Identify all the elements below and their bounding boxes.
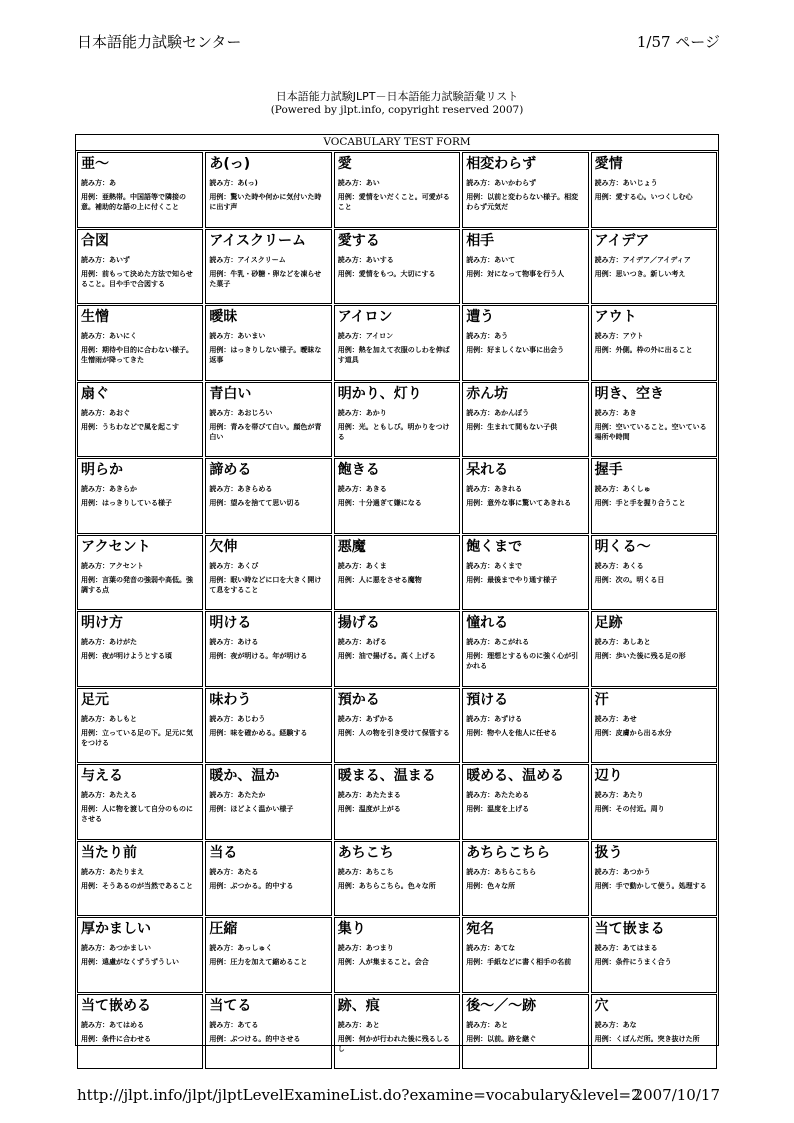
vocab-card	[334, 535, 460, 611]
vocab-reading: 読み方：あと	[337, 1020, 380, 1029]
vocab-card	[334, 688, 460, 764]
vocab-usage: 用例：望みを捨てて思い切る	[209, 499, 301, 507]
vocab-reading: 読み方：あたたか	[209, 791, 266, 799]
vocab-reading: 読み方：あっしゅく	[209, 944, 273, 952]
vocab-reading: 読み方：あちらこちら	[466, 867, 537, 876]
vocab-word: 穴	[594, 997, 609, 1014]
vocab-reading: 読み方：あたりまえ	[81, 867, 144, 876]
vocab-reading: 読み方：アイデア／アイディア	[594, 255, 691, 264]
vocab-usage: 用例：ぶつける。的中させる	[209, 1034, 301, 1043]
vocab-usage: 用例：夜が明ける。年が明ける	[209, 652, 308, 660]
vocab-usage: 用例：何かが行われた後に残るしるし	[337, 1034, 450, 1053]
vocab-card	[591, 382, 717, 458]
vocab-card	[205, 917, 331, 993]
vocab-card	[462, 611, 588, 687]
vocab-usage: 用例：理想とするものに強く心が引かれる	[466, 652, 579, 670]
vocab-card	[591, 535, 717, 611]
vocab-usage: 用例：そうあるのが当然であること	[81, 881, 193, 890]
vocab-reading: 読み方：アクセント	[81, 561, 144, 570]
vocab-usage: 用例：温度が上がる	[337, 805, 401, 813]
vocab-reading: 読み方：あてる	[209, 1020, 259, 1029]
vocab-card	[77, 305, 203, 381]
vocab-word: 亜～	[81, 156, 109, 172]
vocab-usage: 用例：光。ともしび。明かりをつける	[337, 422, 450, 441]
vocab-usage: 用例：手と手を握り合うこと	[594, 499, 686, 507]
vocab-usage: 用例：その付近。周り	[594, 805, 665, 813]
vocab-word: あちこち	[337, 844, 394, 861]
vocab-reading: 読み方：あくしゅ	[594, 485, 651, 493]
vocab-usage: 用例：人の物を引き受けて保管する	[337, 728, 450, 737]
vocab-reading: 読み方：あいず	[81, 255, 130, 264]
vocab-reading: 読み方：あいする	[337, 255, 394, 264]
vocab-reading: 読み方：あずける	[466, 714, 523, 723]
vocab-usage: 用例：ぶつかる。的中する	[209, 881, 294, 890]
vocab-word: 握手	[594, 462, 623, 478]
vocab-word: 当て嵌める	[81, 997, 151, 1014]
vocab-usage: 用例：前もって決めた方法で知らせること。目や手で合図する	[81, 269, 193, 288]
vocab-reading: 読み方：あな	[594, 1020, 637, 1029]
vocab-reading: 読み方：あてはめる	[81, 1020, 144, 1029]
vocab-word: 飽きる	[337, 462, 380, 478]
vocab-reading: 読み方：あきらか	[81, 485, 137, 493]
vocab-reading: 読み方：アイスクリーム	[209, 255, 286, 264]
vocab-usage: 用例：人に物を渡して自分のものにさせる	[81, 805, 193, 823]
vocab-word: 生憎	[81, 309, 109, 325]
vocab-word: アイデア	[594, 232, 650, 249]
vocab-card	[205, 688, 331, 764]
vocab-usage: 用例：味を確かめる。経験する	[209, 728, 308, 737]
table-title: VOCABULARY TEST FORM	[76, 135, 718, 151]
vocab-word: アウト	[594, 309, 637, 325]
vocab-reading: 読み方：あくる	[594, 561, 644, 570]
vocab-word: 相手	[466, 232, 495, 249]
vocab-usage: 用例：生まれて間もない子供	[466, 422, 558, 431]
vocab-word: 飽くまで	[466, 538, 523, 555]
vocab-card	[462, 841, 588, 917]
vocab-word: 汗	[594, 691, 609, 708]
vocab-usage: 用例：以前と変わらない様子。相変わらず元気だ	[466, 193, 579, 211]
vocab-reading: 読み方：あたり	[594, 791, 644, 799]
vocab-word: 圧縮	[209, 921, 238, 937]
vocab-word: 遭う	[466, 309, 495, 325]
vocab-word: 愛情	[594, 156, 623, 172]
document-title: 日本語能力試験JLPT－日本語能力試験語彙リスト	[275, 90, 519, 103]
vocab-card	[334, 229, 460, 305]
vocab-word: 辺り	[594, 768, 623, 784]
vocab-word: 当たり前	[81, 844, 137, 861]
vocab-word: あちらこちら	[466, 844, 551, 861]
vocab-card	[77, 152, 203, 228]
vocab-word: あ(っ)	[209, 156, 251, 172]
vocab-usage: 用例：人に悪をさせる魔物	[337, 575, 422, 584]
vocab-card	[334, 152, 460, 228]
vocab-usage: 用例：遠慮がなくずうずうしい	[81, 958, 179, 966]
vocab-reading: 読み方：あいて	[466, 255, 516, 264]
vocab-card	[334, 382, 460, 458]
vocab-word: 預ける	[466, 691, 509, 708]
vocab-card	[462, 764, 588, 840]
vocab-usage: 用例：青みを帯びて白い。顔色が青白い	[209, 422, 322, 441]
vocab-reading: 読み方：あ	[81, 179, 116, 187]
vocab-card	[462, 305, 588, 381]
vocab-reading: 読み方：あてな	[466, 944, 516, 952]
vocab-reading: 読み方：あける	[209, 638, 259, 646]
vocab-word: 預かる	[337, 691, 380, 708]
vocab-word: 合図	[81, 232, 109, 249]
vocab-word: 曖昧	[209, 309, 238, 325]
vocab-usage: 用例：十分過ぎて嫌になる	[337, 499, 422, 507]
vocab-card	[334, 994, 460, 1070]
vocab-usage: 用例：条件に合わせる	[81, 1034, 151, 1043]
vocab-usage: 用例：以前。跡を継ぐ	[466, 1034, 537, 1043]
vocab-card	[591, 229, 717, 305]
vocab-reading: 読み方：あきる	[337, 485, 387, 493]
vocab-usage: 用例：外側。枠の外に出ること	[594, 346, 693, 354]
vocab-card	[77, 458, 203, 534]
vocab-word: 後～／～跡	[466, 997, 537, 1014]
vocab-card	[591, 152, 717, 228]
vocab-usage: 用例：物や人を他人に任せる	[466, 728, 558, 737]
vocab-word: 愛	[337, 156, 352, 172]
vocab-card	[77, 535, 203, 611]
vocab-reading: 読み方：あじわう	[209, 714, 266, 723]
vocab-reading: 読み方：あいまい	[209, 332, 266, 340]
vocab-usage: 用例：次の。明くる日	[594, 575, 665, 584]
vocab-usage: 用例：油で揚げる。高く上げる	[337, 652, 436, 660]
vocab-reading: 読み方：あくま	[337, 561, 387, 570]
vocab-reading: 読み方：あしあと	[594, 638, 651, 646]
source-url: http://jlpt.info/jlpt/jlptLevelExamineList.do?examine=vocabulary&level=2	[77, 1086, 641, 1104]
vocab-card	[205, 611, 331, 687]
vocab-card	[462, 152, 588, 228]
vocab-reading: 読み方：あいにく	[81, 332, 137, 340]
vocab-card	[205, 458, 331, 534]
vocab-reading: 読み方：あ(っ)	[209, 179, 258, 187]
vocab-reading: 読み方：あくまで	[466, 561, 523, 570]
vocab-card	[591, 841, 717, 917]
vocab-usage: 用例：夜が明けようとする頃	[81, 652, 172, 660]
vocab-reading: 読み方：あつまり	[337, 944, 394, 952]
vocab-reading: 読み方：あせ	[594, 714, 637, 723]
vocab-card	[77, 917, 203, 993]
vocab-card	[591, 764, 717, 840]
vocab-card	[462, 994, 588, 1070]
vocab-usage: 用例：はっきりしている様子	[81, 499, 172, 507]
vocab-card	[205, 764, 331, 840]
vocab-reading: 読み方：あつかましい	[81, 944, 151, 952]
vocab-usage: 用例：はっきりしない様子。曖昧な返事	[209, 346, 322, 364]
print-date: 2007/10/17	[633, 1086, 720, 1104]
vocab-usage: 用例：温度を上げる	[466, 805, 530, 813]
vocab-reading: 読み方：あたえる	[81, 791, 137, 799]
vocab-reading: 読み方：あき	[594, 408, 637, 417]
vocab-usage: 用例：言葉の発音の強弱や高低。強調する点	[81, 575, 193, 594]
vocab-word: 宛名	[466, 921, 495, 937]
vocab-reading: 読み方：あおぐ	[81, 408, 130, 417]
vocab-word: 暖まる、温まる	[337, 768, 436, 784]
vocab-card	[205, 382, 331, 458]
vocab-word: 集り	[337, 921, 366, 937]
vocab-word: 憧れる	[466, 615, 509, 631]
vocab-usage: 用例：思いつき。新しい考え	[594, 269, 686, 278]
vocab-usage: 用例：亜熱帯。中国語等で隣接の意。補助的な語の上に付くこと	[81, 193, 186, 211]
vocab-word: 明き、空き	[594, 385, 665, 402]
vocab-word: 呆れる	[466, 462, 509, 478]
vocab-usage: 用例：手で動かして使う。処理する	[594, 881, 707, 890]
vocab-usage: 用例：条件にうまく合う	[594, 958, 672, 966]
vocab-reading: 読み方：あかんぼう	[466, 408, 530, 417]
vocab-usage: 用例：あちらこちら。色々な所	[337, 881, 436, 890]
vocab-card	[462, 382, 588, 458]
vocab-word: 味わう	[209, 691, 252, 708]
vocab-card	[77, 229, 203, 305]
vocab-reading: 読み方：あう	[466, 332, 509, 340]
vocab-reading: 読み方：あかり	[337, 408, 387, 417]
vocab-word: アクセント	[81, 538, 151, 555]
document-subtitle: (Powered by jlpt.info, copyright reserved 2007)	[270, 104, 524, 116]
vocab-usage: 用例：空いていること。空いている場所や時間	[594, 422, 707, 441]
vocab-reading: 読み方：あずかる	[337, 714, 394, 723]
vocab-word: 欠伸	[209, 538, 238, 555]
vocab-card	[334, 764, 460, 840]
vocab-card	[462, 458, 588, 534]
vocab-card	[462, 688, 588, 764]
vocab-card	[591, 305, 717, 381]
vocab-word: 扇ぐ	[81, 385, 109, 402]
vocab-usage: 用例：眠い時などに口を大きく開けて息をすること	[209, 575, 322, 594]
vocab-word: 明らか	[81, 462, 123, 478]
vocab-word: アイロン	[337, 309, 393, 325]
vocab-card	[77, 764, 203, 840]
vocab-card	[334, 611, 460, 687]
vocab-reading: 読み方：あたたまる	[337, 791, 401, 799]
vocab-word: 暖める、温める	[466, 768, 565, 784]
vocab-usage: 用例：ほどよく温かい様子	[209, 805, 294, 813]
vocab-usage: 用例：くぼんだ所。突き抜けた所	[594, 1034, 700, 1043]
vocab-card	[334, 305, 460, 381]
page-number: 1/57 ページ	[636, 33, 720, 51]
vocab-reading: 読み方：あくび	[209, 561, 259, 570]
vocab-word: 足跡	[594, 615, 623, 631]
vocab-word: 明くる～	[594, 538, 651, 555]
vocab-reading: 読み方：あおじろい	[209, 408, 273, 417]
vocab-card	[591, 917, 717, 993]
vocab-usage: 用例：好ましくない事に出会う	[466, 346, 565, 354]
vocab-word: 足元	[81, 691, 109, 708]
vocab-card	[462, 917, 588, 993]
vocab-card	[591, 994, 717, 1070]
vocab-reading: 読み方：あい	[337, 179, 380, 187]
vocab-usage: 用例：愛情をいだくこと。可愛がること	[337, 193, 450, 211]
vocab-usage: 用例：驚いた時や何かに気付いた時に出す声	[209, 193, 322, 211]
vocab-usage: 用例：皮膚から出る水分	[594, 728, 672, 737]
vocab-reading: 読み方：あちこち	[337, 867, 394, 876]
vocab-reading: 読み方：あと	[466, 1020, 509, 1029]
vocab-card	[77, 688, 203, 764]
vocab-word: 厚かましい	[81, 921, 151, 937]
vocab-reading: 読み方：あたる	[209, 867, 259, 876]
vocab-card	[205, 535, 331, 611]
vocab-reading: 読み方：アウト	[594, 332, 644, 340]
vocab-card	[462, 535, 588, 611]
vocab-usage: 用例：手紙などに書く相手の名前	[466, 958, 572, 966]
vocab-word: 扱う	[594, 844, 623, 861]
vocab-card	[205, 229, 331, 305]
vocab-card	[591, 611, 717, 687]
vocab-card	[205, 994, 331, 1070]
vocab-reading: 読み方：あきらめる	[209, 485, 273, 493]
vocab-word: 跡、痕	[337, 997, 380, 1014]
vocab-reading: 読み方：あしもと	[81, 714, 137, 723]
vocab-reading: 読み方：あいかわらず	[466, 179, 537, 187]
vocab-usage: 用例：期待や目的に合わない様子。生憎雨が降ってきた	[81, 346, 193, 364]
vocab-usage: 用例：対になって物事を行う人	[466, 269, 565, 278]
vocab-card	[77, 841, 203, 917]
vocabulary-grid	[76, 151, 718, 1070]
vocab-reading: 読み方：あたためる	[466, 791, 530, 799]
vocab-word: 相変わらず	[466, 156, 537, 172]
vocab-reading: 読み方：あげる	[337, 638, 387, 646]
vocab-reading: 読み方：アイロン	[337, 332, 394, 340]
vocab-card	[591, 458, 717, 534]
vocab-card	[77, 382, 203, 458]
vocab-card	[334, 841, 460, 917]
vocab-reading: 読み方：あこがれる	[466, 638, 530, 646]
vocab-word: 赤ん坊	[466, 385, 509, 402]
site-name: 日本語能力試験センター	[77, 33, 242, 51]
vocab-usage: 用例：立っている足の下。足元に気をつける	[81, 728, 193, 747]
vocab-word: 当てる	[209, 997, 252, 1014]
vocab-usage: 用例：愛情をもつ。大切にする	[337, 269, 436, 278]
vocab-word: 悪魔	[337, 538, 366, 555]
vocab-reading: 読み方：あけがた	[81, 638, 137, 646]
vocab-usage: 用例：うちわなどで風を起こす	[81, 422, 179, 431]
vocab-word: 揚げる	[337, 615, 380, 631]
vocab-card	[205, 152, 331, 228]
vocabulary-table	[75, 134, 719, 1053]
vocab-usage: 用例：意外な事に驚いてあきれる	[466, 499, 572, 507]
vocab-card	[591, 688, 717, 764]
vocab-word: 明かり、灯り	[337, 385, 422, 402]
vocab-reading: 読み方：あつかう	[594, 867, 651, 876]
vocab-card	[77, 611, 203, 687]
vocab-card	[334, 917, 460, 993]
vocab-card	[462, 229, 588, 305]
vocab-usage: 用例：愛する心。いつくしむ心	[594, 193, 693, 201]
vocab-word: 諦める	[209, 462, 252, 478]
vocab-usage: 用例：圧力を加えて縮めること	[209, 958, 308, 966]
vocab-word: 当て嵌まる	[594, 921, 665, 937]
vocab-usage: 用例：人が集まること。会合	[337, 958, 429, 966]
vocab-card	[77, 994, 203, 1070]
vocab-card	[205, 841, 331, 917]
vocab-word: 青白い	[209, 385, 252, 402]
vocab-usage: 用例：歩いた後に残る足の形	[594, 652, 686, 660]
vocab-word: 明け方	[81, 615, 123, 631]
vocab-word: 与える	[81, 768, 123, 784]
vocab-usage: 用例：牛乳・砂糖・卵などを凍らせた菓子	[209, 269, 322, 288]
vocab-card	[205, 305, 331, 381]
vocab-word: 当る	[209, 844, 238, 861]
vocab-reading: 読み方：あてはまる	[594, 944, 658, 952]
vocab-usage: 用例：最後までやり通す様子	[466, 575, 558, 584]
vocab-reading: 読み方：あきれる	[466, 485, 523, 493]
vocab-usage: 用例：熱を加えて衣服のしわを伸ばす道具	[337, 346, 450, 364]
vocab-reading: 読み方：あいじょう	[594, 179, 658, 187]
vocab-word: 暖か、温か	[209, 768, 280, 784]
vocab-word: 明ける	[209, 615, 252, 631]
vocab-word: アイスクリーム	[209, 232, 306, 249]
vocab-usage: 用例：色々な所	[466, 881, 516, 890]
vocab-card	[334, 458, 460, 534]
vocab-word: 愛する	[337, 232, 380, 249]
